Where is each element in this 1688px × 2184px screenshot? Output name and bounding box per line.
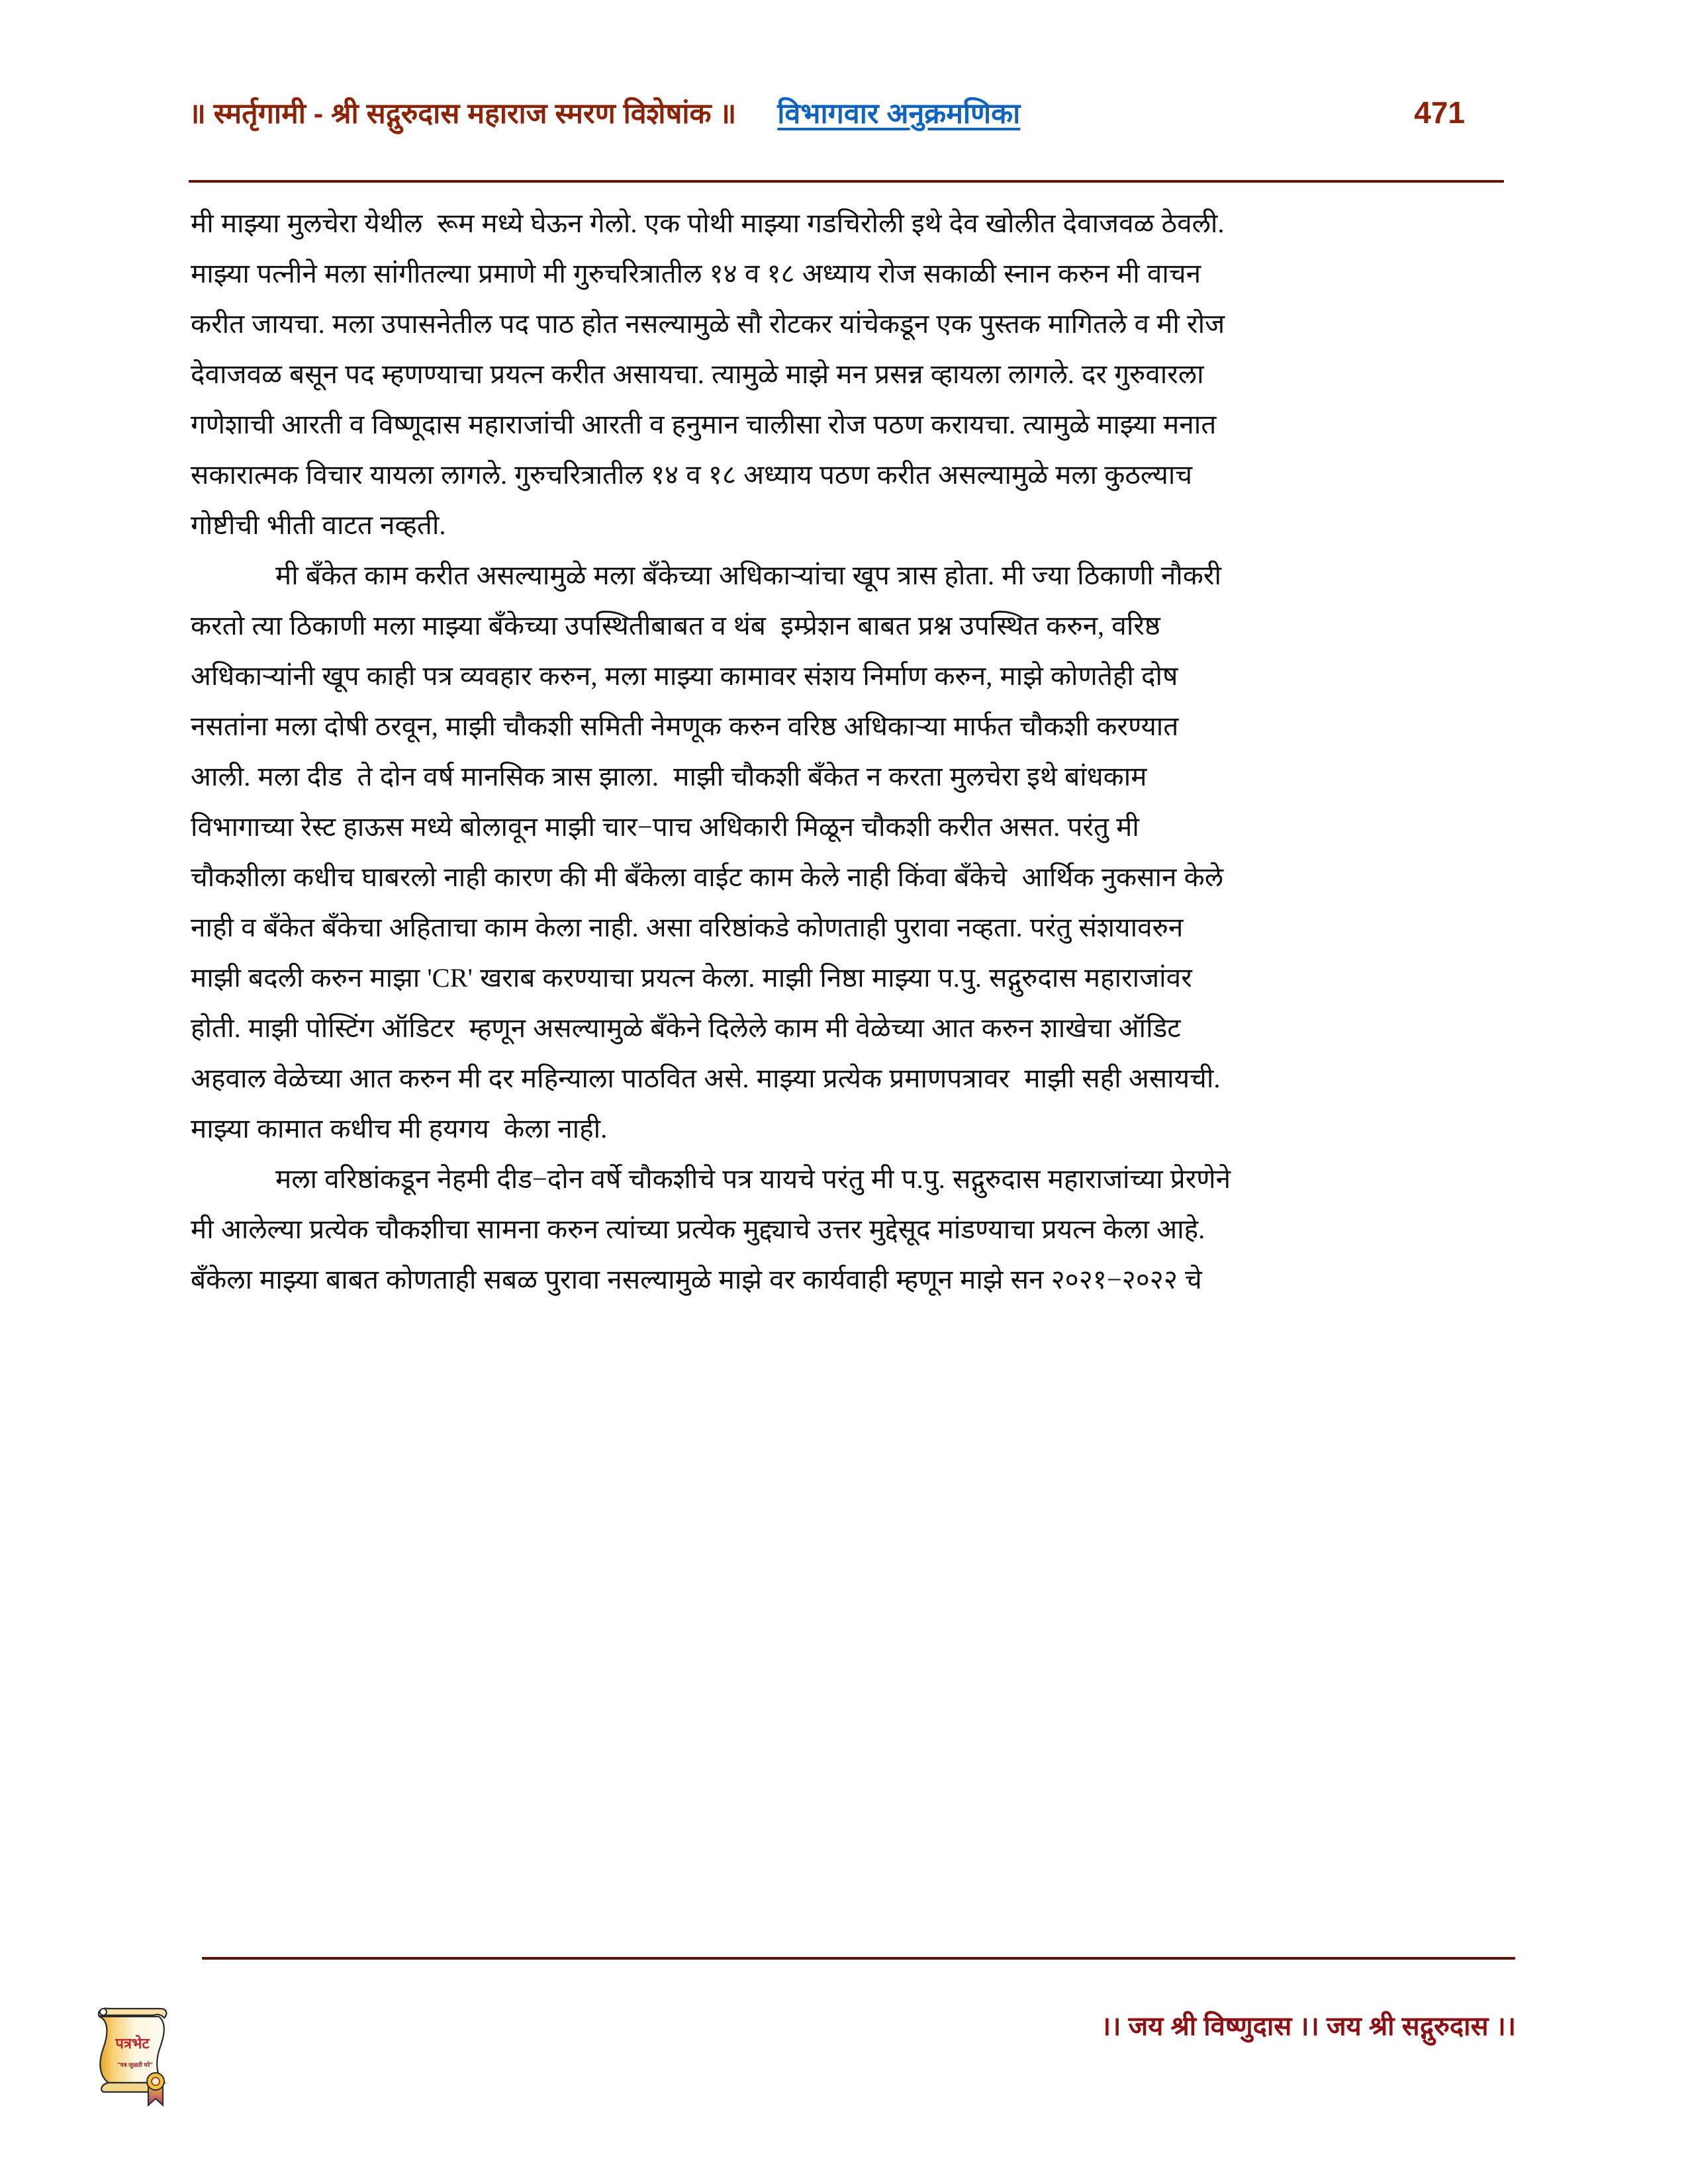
text-line: होती. माझी पोस्टिंग ऑडिटर म्हणून असल्यामुळे बँकेने दिलेले काम मी वेळेच्या आत करुन शाखेचा ऑडिट	[191, 1013, 1181, 1043]
text-line: गोष्टीची भीती वाटत नव्हती.	[191, 510, 446, 540]
text-line: माझी बदली करुन माझा 'CR' खराब करण्याचा प्रयत्न केला. माझी निष्ठा माझ्या प.पु. सद्गुरुदास महाराजांवर	[191, 963, 1192, 993]
text-line: करीत जायचा. मला उपासनेतील पद पाठ होत नसल्यामुळे सौ रोटकर यांचेकडून एक पुस्तक मागितले व मी रोज	[191, 309, 1225, 339]
text-line: मी बँकेत काम करीत असल्यामुळे मला बँकेच्या अधिकाऱ्यांचा खूप त्रास होता. मी ज्या ठिकाणी नौकरी	[275, 561, 1221, 590]
logo-tagline-text: "पत्र जुळती घरे"	[117, 2062, 153, 2068]
footer-blessing: ।। जय श्री विष्णुदास ।। जय श्री सद्गुरुदास ।।	[1101, 2012, 1516, 2041]
ribbon-rosette-center	[152, 2077, 160, 2085]
text-line: नसतांना मला दोषी ठरवून, माझी चौकशी समिती नेमणूक करुन वरिष्ठ अधिकाऱ्या मार्फत चौकशी करण्यात	[191, 711, 1179, 741]
page-header	[189, 93, 1499, 162]
text-line: अधिकाऱ्यांनी खूप काही पत्र व्यवहार करुन, मला माझ्या कामावर संशय निर्माण करुन, माझे कोणतेही दोष	[191, 661, 1178, 691]
text-line: देवाजवळ बसून पद म्हणण्याचा प्रयत्न करीत असायचा. त्यामुळे माझे मन प्रसन्न व्हायला लागले. दर गुरुवारला	[191, 359, 1204, 389]
text-line: मी आलेल्या प्रत्येक चौकशीचा सामना करुन त्यांच्या प्रत्येक मुद्द्याचे उत्तर मुद्देसूद मांडण्याचा प्रयत्न केला आहे.	[191, 1214, 1205, 1244]
text-line: विभागाच्या रेस्ट हाऊस मध्ये बोलावून माझी चार−पाच अधिकारी मिळून चौकशी करीत असत. परंतु मी	[191, 812, 1139, 842]
text-line: मला वरिष्ठांकडून नेहमी दीड−दोन वर्षे चौकशीचे पत्र यायचे परंतु मी प.पु. सद्गुरुदास महाराजांच्या प्रेरणेने	[275, 1164, 1231, 1194]
header-page-number: 471	[1414, 95, 1465, 130]
text-line: मी माझ्या मुलचेरा येथील रूम मध्ये घेऊन गेलो. एक पोथी माझ्या गडचिरोली इथे देव खोलीत देवाजवळ ठेवली.	[191, 208, 1225, 238]
text-line: गणेशाची आरती व विष्णूदास महाराजांची आरती व हनुमान चालीसा रोज पठण करायचा. त्यामुळे माझ्या मनात	[191, 410, 1217, 439]
scroll-curl-hole	[100, 2009, 107, 2015]
text-line: सकारात्मक विचार यायला लागले. गुरुचरित्रातील १४ व १८ अध्याय पठण करीत असल्यामुळे मला कुठल्याच	[191, 460, 1193, 490]
index-link[interactable]: विभागवार अनुक्रमणिका	[777, 98, 1021, 130]
page-title: ॥ स्मर्तृगामी - श्री सद्गुरुदास महाराज स्मरण विशेषांक ॥	[189, 98, 737, 130]
footer-divider	[202, 1957, 1515, 1960]
text-line: अहवाल वेळेच्या आत करुन मी दर महिन्याला पाठवित असे. माझ्या प्रत्येक प्रमाणपत्रावर माझी सही असायची.	[191, 1064, 1221, 1093]
text-line: बँकेला माझ्या बाबत कोणताही सबळ पुरावा नसल्यामुळे माझे वर कार्यवाही म्हणून माझे सन २०२१−२०२२ चे	[191, 1265, 1202, 1295]
text-line: माझ्या पत्नीने मला सांगीतल्या प्रमाणे मी गुरुचरित्रातील १४ व १८ अध्याय रोज सकाळी स्नान करुन मी वाचन	[191, 259, 1201, 289]
logo-brand-text: पत्रभेट	[115, 2035, 150, 2052]
patrabhet-scroll-logo	[79, 1982, 199, 2118]
text-line: करतो त्या ठिकाणी मला माझ्या बँकेच्या उपस्थितीबाबत व थंब इम्प्रेशन बाबत प्रश्न उपस्थित करुन, वरिष्ठ	[191, 611, 1160, 641]
body-content	[191, 199, 1465, 1305]
text-line: चौकशीला कधीच घाबरलो नाही कारण की मी बँकेला वाईट काम केले नाही किंवा बँकेचे आर्थिक नुकसान केले	[191, 862, 1224, 892]
text-line: नाही व बँकेत बँकेचा अहिताचा काम केला नाही. असा वरिष्ठांकडे कोणताही पुरावा नव्हता. परंतु संशयावरुन	[191, 913, 1184, 942]
text-line: आली. मला दीड ते दोन वर्ष मानसिक त्रास झाला. माझी चौकशी बँकेत न करता मुलचेरा इथे बांधकाम	[191, 762, 1147, 792]
text-line: माझ्या कामात कधीच मी हयगय केला नाही.	[191, 1114, 608, 1144]
header-divider	[189, 180, 1504, 183]
